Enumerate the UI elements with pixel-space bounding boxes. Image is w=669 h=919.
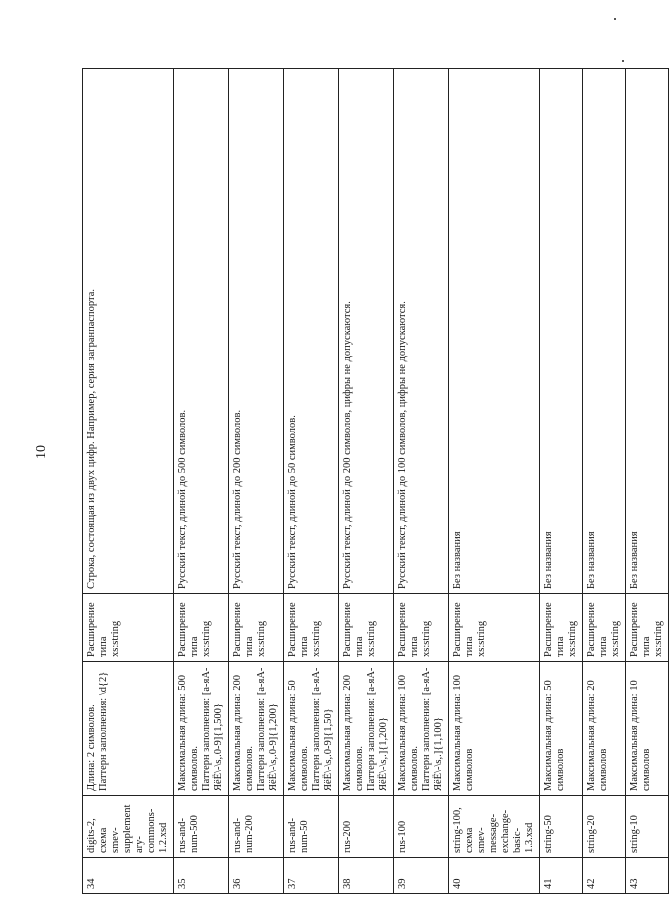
cell-name: string-20 (583, 796, 626, 858)
cell-rule: Максимальная длина: 200 символов. Паттерн заполнения: [а-яА-ЯёЁ\-\s,.]{1,200} (339, 662, 394, 796)
table-row (540, 69, 583, 894)
cell-type: Расширение типа xs:string (284, 594, 339, 662)
cell-name: rus-and-num-200 (229, 796, 284, 858)
table-row (284, 69, 339, 894)
scan-speck (614, 18, 616, 20)
cell-desc: Русский текст, длиной до 50 символов. (284, 69, 339, 594)
cell-num: 42 (583, 858, 626, 894)
cell-name: rus-and-num-50 (284, 796, 339, 858)
rotated-table-container (82, 68, 664, 894)
cell-rule: Максимальная длина: 100 символов (449, 662, 540, 796)
cell-name: string-50 (540, 796, 583, 858)
cell-type: Расширение типа xs:string (339, 594, 394, 662)
cell-rule: Максимальная длина: 50 символов. Паттерн заполнения: [а-яА-ЯёЁ\-\s,.0-9]{1,50} (284, 662, 339, 796)
cell-name: rus-and-num-500 (174, 796, 229, 858)
cell-name: string-10 (626, 796, 669, 858)
cell-type: Расширение типа xs:string (449, 594, 540, 662)
table-row (229, 69, 284, 894)
cell-rule: Максимальная длина: 200 символов. Паттерн заполнения: [а-яА-ЯёЁ\-\s,.0-9]{1,200} (229, 662, 284, 796)
page-number: 10 (34, 445, 49, 459)
table-row (83, 69, 174, 894)
cell-rule: Максимальная длина: 20 символов (583, 662, 626, 796)
cell-name: rus-200 (339, 796, 394, 858)
data-types-table (82, 68, 669, 894)
cell-desc: Без названия (626, 69, 669, 594)
cell-name: rus-100 (394, 796, 449, 858)
cell-type: Расширение типа xs:string (394, 594, 449, 662)
cell-type: Расширение типа xs:string (583, 594, 626, 662)
cell-rule: Длина: 2 символов. Паттерн заполнения: \d{2} (83, 662, 174, 796)
cell-desc: Русский текст, длиной до 100 символов, цифры не допускаются. (394, 69, 449, 594)
cell-desc: Строка, состоящая из двух цифр. Например, серия загранпаспорта. (83, 69, 174, 594)
cell-num: 39 (394, 858, 449, 894)
cell-desc: Без названия (449, 69, 540, 594)
cell-num: 40 (449, 858, 540, 894)
cell-name: digits-2, схема smev-supplementary-commons-1.2.xsd (83, 796, 174, 858)
cell-num: 43 (626, 858, 669, 894)
cell-num: 36 (229, 858, 284, 894)
cell-desc: Без названия (540, 69, 583, 594)
cell-desc: Русский текст, длиной до 200 символов, цифры не допускаются. (339, 69, 394, 594)
cell-num: 38 (339, 858, 394, 894)
table-row (339, 69, 394, 894)
cell-rule: Максимальная длина: 10 символов (626, 662, 669, 796)
cell-desc: Русский текст, длиной до 200 символов. (229, 69, 284, 594)
table-row (174, 69, 229, 894)
cell-type: Расширение типа xs:string (83, 594, 174, 662)
cell-desc: Без названия (583, 69, 626, 594)
cell-rule: Максимальная длина: 50 символов (540, 662, 583, 796)
cell-type: Расширение типа xs:string (540, 594, 583, 662)
cell-rule: Максимальная длина: 500 символов. Паттерн заполнения: [а-яА-ЯёЁ\-\s,.0-9]{1,500} (174, 662, 229, 796)
table-row (583, 69, 626, 894)
cell-type: Расширение типа xs:string (174, 594, 229, 662)
cell-num: 34 (83, 858, 174, 894)
cell-type: Расширение типа xs:string (626, 594, 669, 662)
cell-type: Расширение типа xs:string (229, 594, 284, 662)
cell-num: 37 (284, 858, 339, 894)
table-row (394, 69, 449, 894)
table-row (449, 69, 540, 894)
cell-rule: Максимальная длина: 100 символов. Паттерн заполнения: [а-яА-ЯёЁ\-\s,.]{1,100} (394, 662, 449, 796)
cell-num: 35 (174, 858, 229, 894)
cell-name: string-100, схема smev-message-exchange-basic-1.3.xsd (449, 796, 540, 858)
scan-speck (622, 60, 624, 62)
cell-desc: Русский текст, длиной до 500 символов. (174, 69, 229, 594)
table-row (626, 69, 669, 894)
cell-num: 41 (540, 858, 583, 894)
